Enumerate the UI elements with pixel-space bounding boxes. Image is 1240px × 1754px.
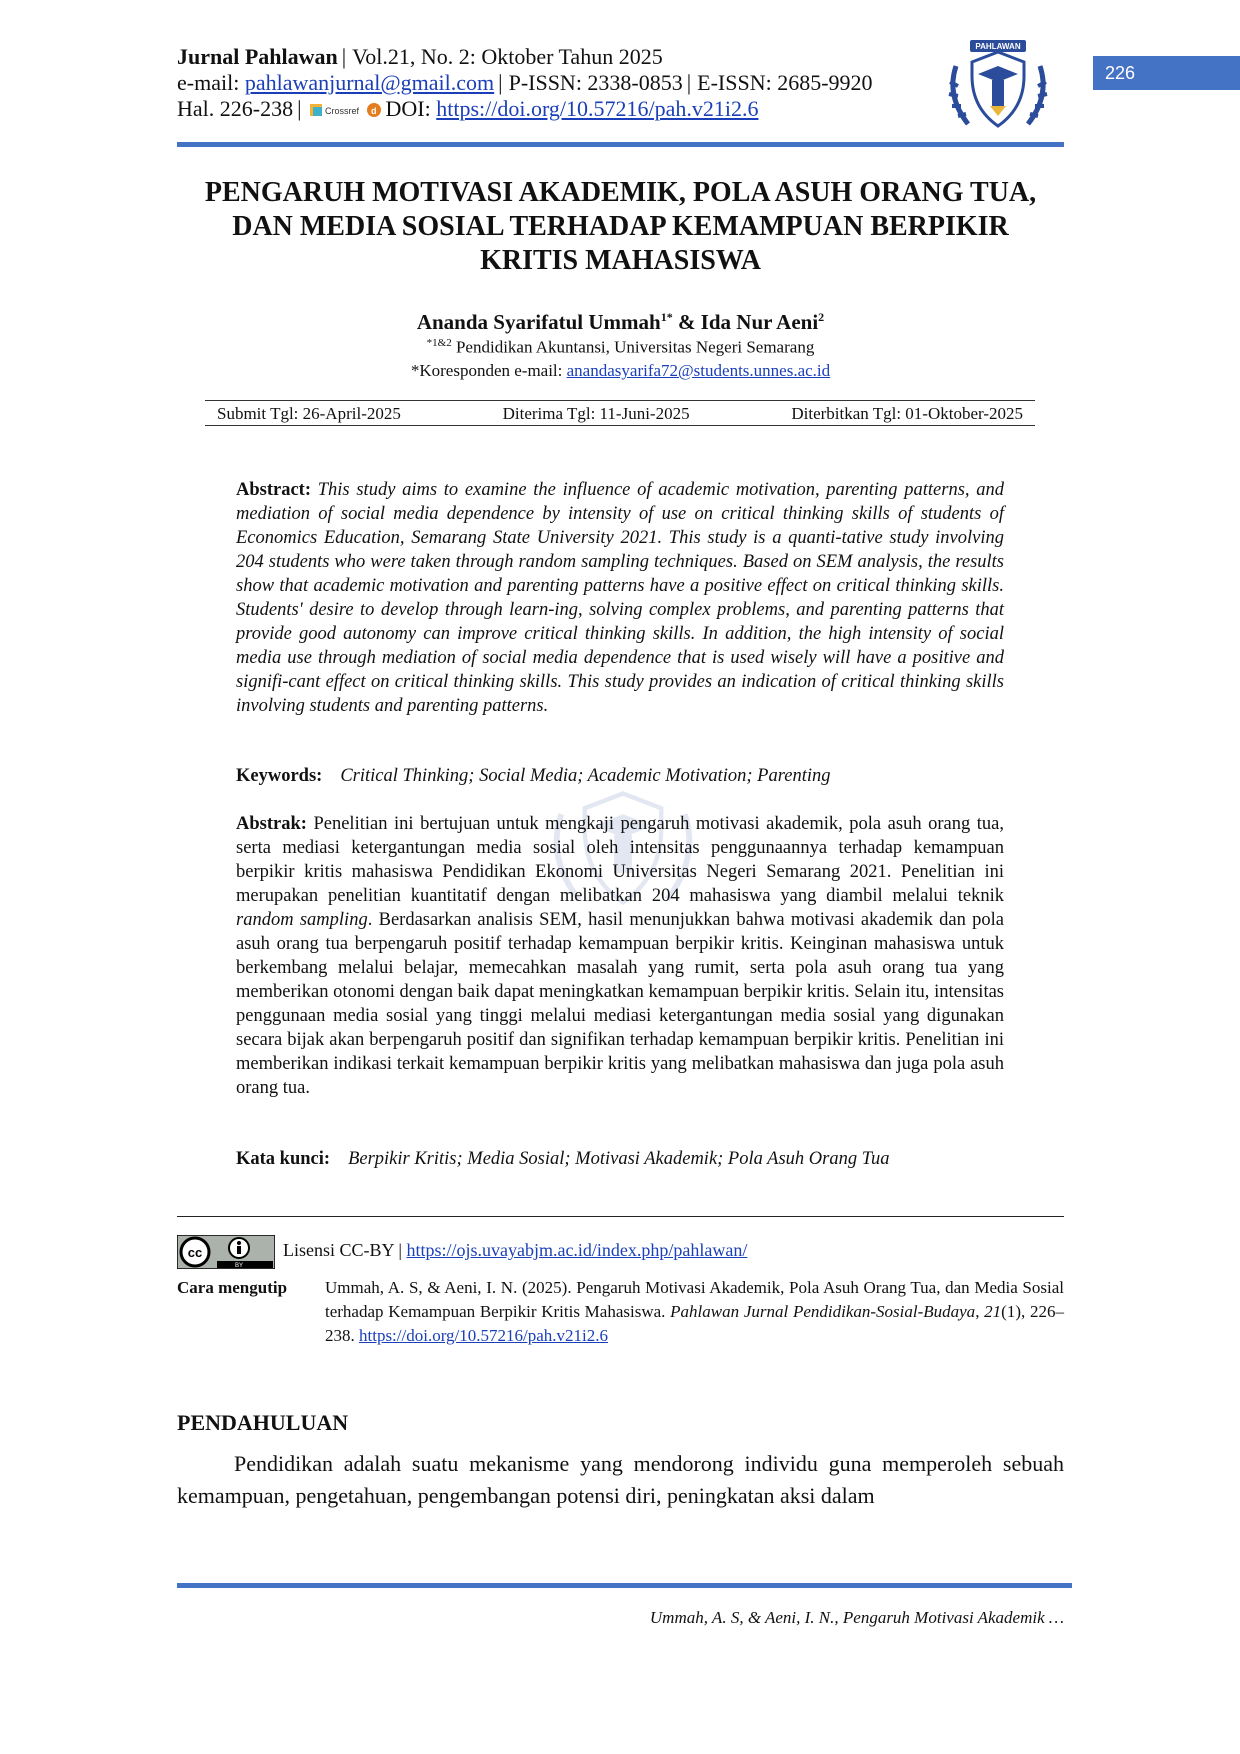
accepted-date: Diterima Tgl: 11-Juni-2025 <box>502 404 690 423</box>
section-heading: PENDAHULUAN <box>177 1410 349 1435</box>
correspondence-email-link[interactable]: anandasyarifa72@students.unnes.ac.id <box>566 361 831 380</box>
pissn: P-ISSN: 2338-0853 <box>508 70 683 95</box>
journal-line: Jurnal Pahlawan | Vol.21, No. 2: Oktober Tahun 2025 <box>177 44 663 69</box>
eissn: E-ISSN: 2685-9920 <box>697 70 873 95</box>
journal-volume: Vol.21, No. 2: Oktober Tahun 2025 <box>352 44 663 69</box>
journal-name: Jurnal Pahlawan <box>177 44 338 69</box>
doi-link[interactable]: https://doi.org/10.57216/pah.v21i2.6 <box>436 96 759 121</box>
keywords-indonesian <box>236 1147 1004 1171</box>
citation-volume: 21 <box>984 1302 1002 1321</box>
svg-text:Crossref: Crossref <box>324 106 359 116</box>
svg-text:cc: cc <box>187 1245 203 1260</box>
author-2-sup: 2 <box>818 310 825 324</box>
title-line-1: PENGARUH MOTIVASI AKADEMIK, POLA ASUH ORANG TUA, <box>204 177 1037 208</box>
abstract-label: Abstract: <box>236 480 312 500</box>
author-1: Ananda Syarifatul Ummah <box>416 310 661 334</box>
page-number-badge <box>1093 56 1240 90</box>
kata-kunci-label: Kata kunci: <box>236 1149 331 1169</box>
kata-kunci-text: Berpikir Kritis; Media Sosial; Motivasi Akademik; Pola Asuh Orang Tua <box>348 1149 890 1169</box>
journal-logo-icon <box>942 36 1054 138</box>
keywords-text: Critical Thinking; Social Media; Academic Motivation; Parenting <box>340 766 831 786</box>
license-line: Lisensi CC-BY | https://ojs.uvayabjm.ac.id/index.php/pahlawan/ <box>283 1240 748 1260</box>
article-title <box>177 176 1064 278</box>
title-line-3: KRITIS MAHASISWA <box>480 245 761 276</box>
journal-header <box>177 44 937 122</box>
cc-by-license-icon[interactable] <box>177 1235 275 1269</box>
license-url-link[interactable]: https://ojs.uvayabjm.ac.id/index.php/pahlawan/ <box>406 1240 748 1260</box>
abstrak-italic-term: random sampling <box>236 910 368 930</box>
license-divider <box>177 1216 1064 1217</box>
author-1-sup: 1* <box>660 310 673 324</box>
keywords-label: Keywords: <box>236 766 323 786</box>
doi-line: Hal. 226-238 | Crossref d DOI: https://doi.org/10.57216/pah.v21i2.6 <box>177 96 759 121</box>
svg-text:d: d <box>370 106 376 116</box>
footer-divider <box>177 1583 1072 1588</box>
abstrak-text-part-2: . Berdasarkan analisis SEM, hasil menunjukkan bahwa motivasi akademik dan pola asuh orang tua berpengaruh positif terhadap kemampuan berpikir kritis. Keinginan mahasiswa untuk berkembang melalui belajar, memecahkan masalah yang rumit, serta pola asuh orang tua yang memberikan otonomi dengan baik dapat meningkatkan kemampuan berpikir kritis. Selain itu, intensitas penggunaan media sosial yang tinggi melalui mediasi ketergantungan media sosial yang digunakan secara bijak akan berpengaruh positif dan signifikan terhadap kemampuan berpikir kritis. Penelitian ini memberikan indikasi terkait kemampuan berpikir kritis yang melibatkan mahasiswa dan juga pola asuh orang tua. <box>236 910 1004 1098</box>
license-label: Lisensi CC-BY <box>283 1240 394 1260</box>
page-number: 226 <box>1105 63 1136 83</box>
running-footer: Ummah, A. S, & Aeni, I. N., Pengaruh Motivasi Akademik … <box>649 1608 1064 1627</box>
affiliation-text: Pendidikan Akuntansi, Universitas Negeri Semarang <box>455 337 815 357</box>
body-paragraph: Pendidikan adalah suatu mekanisme yang mendorong individu guna memperoleh sebuah kemampuan, pengetahuan, pengembangan potensi diri, peningkatan aksi dalam <box>177 1451 1064 1508</box>
doi-label: DOI: <box>385 96 431 121</box>
article-dates <box>205 400 1035 426</box>
correspondence-label: *Koresponden e-mail: <box>410 361 563 380</box>
abstract-text: This study aims to examine the influence of academic motivation, parenting patterns, and mediation of social media dependence by intensity of use on critical thinking skills of students of Economics Education, Semarang State University 2021. This study is a quanti-tative study involving 204 students who were taken through random sampling techniques. Based on SEM analysis, the results show that academic motivation and parenting patterns have a positive effect on critical thinking skills. Students' desire to develop through learn-ing, solving complex problems, and parenting patterns that provide good autonomy can improve critical thinking skills. In addition, the high intensity of social media use through mediation of social media dependence that is used wisely will have a positive and signifi-cant effect on critical thinking skills. This study provides an indication of critical thinking skills involving students and parenting patterns. <box>236 480 1005 716</box>
affiliation-sup: *1&2 <box>426 337 452 349</box>
author-2: & Ida Nur Aeni <box>677 310 819 334</box>
affiliation <box>177 337 1064 358</box>
email-label: e-mail: <box>177 70 240 95</box>
issn-line: e-mail: pahlawanjurnal@gmail.com | P-ISSN: 2338-0853 | E-ISSN: 2685-9920 <box>177 70 873 95</box>
abstrak-label: Abstrak: <box>236 814 307 834</box>
correspondence <box>177 361 1064 381</box>
abstract-indonesian <box>236 812 1004 1100</box>
header-divider <box>177 142 1064 147</box>
citation-doi-link[interactable]: https://doi.org/10.57216/pah.v21i2.6 <box>359 1326 609 1345</box>
citation-part-1: Ummah, A. S, & Aeni, I. N. (2025). Pengaruh Motivasi Akademik, Pola Asuh Orang Tua, dan Media Sosial terhadap Kemampuan Berpikir Kritis Mahasiswa. <box>325 1278 1064 1321</box>
citation-text: Ummah, A. S, & Aeni, I. N. (2025). Pengaruh Motivasi Akademik, Pola Asuh Orang Tua, dan Media Sosial terhadap Kemampuan Berpikir Kritis Mahasiswa. Pahlawan Jurnal Pendidikan-Sosial-Budaya, 21(1), 226–238. https://doi.org/10.57216/pah.v21i2.6 <box>325 1278 1064 1345</box>
citation-label: Cara mengutip <box>177 1278 288 1297</box>
page-range: Hal. 226-238 <box>177 96 294 121</box>
svg-text:BY: BY <box>234 1263 244 1269</box>
published-date: Diterbitkan Tgl: 01-Oktober-2025 <box>791 404 1023 423</box>
crossref-icon <box>310 101 382 119</box>
citation-journal: Pahlawan Jurnal Pendidikan-Sosial-Budaya <box>670 1302 976 1321</box>
title-line-2: DAN MEDIA SOSIAL TERHADAP KEMAMPUAN BERPIKIR <box>232 211 1009 242</box>
journal-email-link[interactable]: pahlawanjurnal@gmail.com <box>244 70 495 95</box>
logo-text: PAHLAWAN <box>975 42 1021 51</box>
citation-part-2: (1), 226–238. <box>325 1302 1064 1345</box>
abstrak-text-part-1: Penelitian ini bertujuan untuk mengkaji pengaruh motivasi akademik, pola asuh orang tua, serta mediasi ketergantungan media sosial oleh intensitas penggunaannya terhadap kemampuan berpikir kritis mahasiswa Pendidikan Ekonomi Universitas Negeri Semarang 2021. Penelitian ini merupakan penelitian kuantitatif dengan melibatkan 204 mahasiswa yang diambil melalui teknik <box>236 814 1004 906</box>
authors <box>177 310 1064 335</box>
submit-date: Submit Tgl: 26-April-2025 <box>217 404 401 423</box>
abstract-english <box>236 478 1004 718</box>
